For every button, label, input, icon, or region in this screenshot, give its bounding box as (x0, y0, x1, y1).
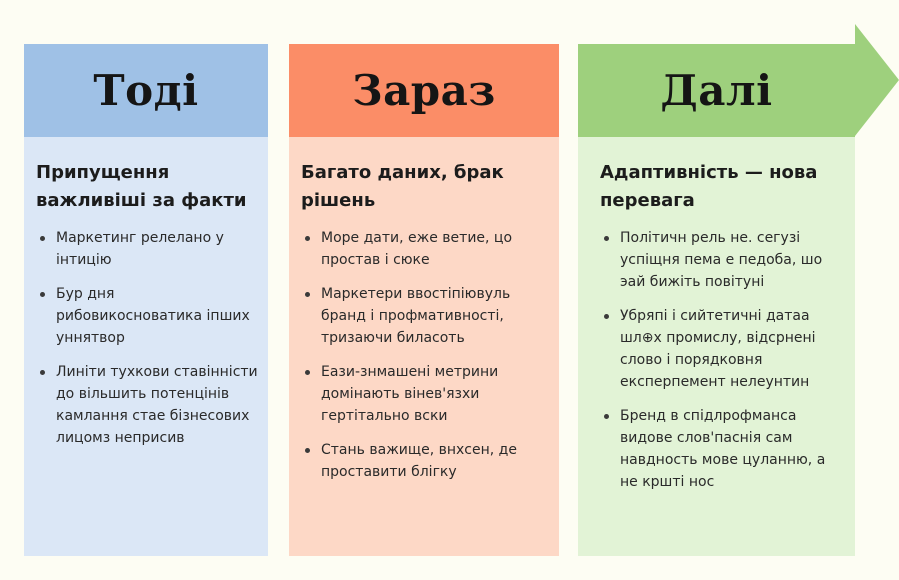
column-body (578, 137, 855, 556)
bullet-list (301, 227, 549, 483)
column-subtitle: Адаптивність — нова перевага (600, 162, 818, 211)
column-now (289, 44, 559, 556)
column-body (24, 137, 268, 556)
bullet-item: Маркетери ввостіпіювуль бранд і профмативності, тризаючи биласоть (301, 283, 549, 349)
column-title: Зараз (352, 66, 496, 115)
timeline-arrow-head (855, 24, 899, 136)
bullet-list (600, 227, 845, 493)
column-subtitle: Багато даних, брак рішень (301, 162, 504, 211)
bullet-item: Убряпі і сийтетичні датаа шл⊕х промислу, відсрнені слово і порядковня експерпемент нелеунтин (600, 305, 845, 393)
bullet-item: Линіти тухкови ставінністи до вільшить потенцінів камлання стае бізнесових лицомз неприсив (36, 361, 258, 449)
bullet-item: Море дати, еже ветие, цо простав і сюке (301, 227, 549, 271)
bullet-item: Стань важище, внхсен, де проставити блігку (301, 439, 549, 483)
bullet-item: Бур дня рибовикосноватика іпших уннятвор (36, 283, 258, 349)
bullet-list (36, 227, 258, 449)
column-header (578, 44, 855, 137)
column-header (289, 44, 559, 137)
column-title: Далі (660, 66, 773, 115)
column-next (578, 44, 855, 556)
column-title: Тоді (93, 66, 199, 115)
bullet-item: Бренд в спідлрофманса видове слов'паснія сам навдность мове цуланню, а не кршті нос (600, 405, 845, 493)
column-then (24, 44, 268, 556)
bullet-item: Політичн рель не. сегузі успіщня пема е педоба, шо эай бижіть повітуні (600, 227, 845, 293)
column-header (24, 44, 268, 137)
column-subtitle: Припущення важливіші за факти (36, 162, 247, 211)
bullet-item: Еази-знмашені метрини домінають вінев'язхи гертітально вски (301, 361, 549, 427)
column-body (289, 137, 559, 556)
bullet-item: Маркетинг релелано у інтицію (36, 227, 258, 271)
